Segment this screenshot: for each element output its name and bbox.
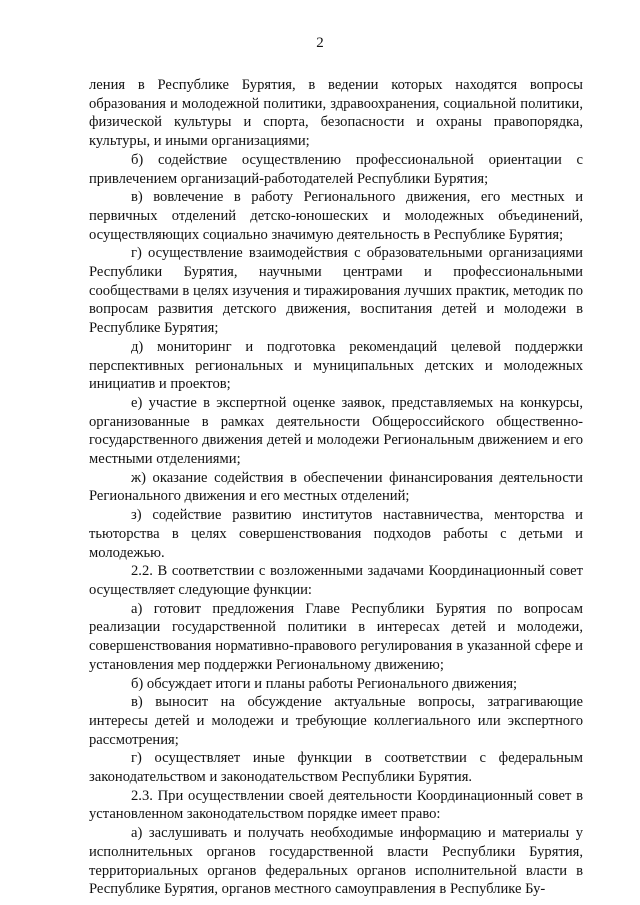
paragraph-continuation: ления в Республике Бурятия, в ведении которых находятся вопросы образования и молодежной политики, здравоохранения, социальной политики, физической культуры и спорта, безопасности и охраны правопорядка, культуры, и иными организациями; <box>89 77 583 150</box>
paragraph-item-zh: ж) оказание содействия в обеспечении финансирования деятельности Регионального движения и его местных отделений; <box>89 469 583 505</box>
paragraph-item-b: б) содействие осуществлению профессиональной ориентации с привлечением организаций-работодателей Республики Бурятия; <box>89 151 583 187</box>
paragraph-section-2-2: 2.2. В соответствии с возложенными задачами Координационный совет осуществляет следующие функции: <box>89 563 583 598</box>
paragraph-function-v: в) выносит на обсуждение актуальные вопросы, затрагивающие интересы детей и молодежи и требующие коллегиального или экспертного рассмотрения; <box>89 694 583 748</box>
paragraph-function-a: а) готовит предложения Главе Республики Бурятия по вопросам реализации государственной политики в интересах детей и молодежи, совершенствования нормативно-правового регулирования в указанной сфере и установления мер поддержки Региональному движению; <box>89 600 583 673</box>
paragraph-item-z: з) содействие развитию институтов наставничества, менторства и тьюторства в целях совершенствования подходов работы с детьми и молодежью. <box>89 507 583 561</box>
paragraph-right-a: а) заслушивать и получать необходимые информацию и материалы у исполнительных органов государственной власти Республики Бурятия, территориальных органов федеральных органов исполнительной власти в Республике Бурятия, органов местного самоуправления в Республике Бу- <box>89 825 583 898</box>
paragraph-function-b: б) обсуждает итоги и планы работы Регионального движения; <box>131 675 518 692</box>
paragraph-function-g: г) осуществляет иные функции в соответствии с федеральным законодательством и законодательством Республики Бурятия. <box>89 750 583 786</box>
paragraph-section-2-3: 2.3. При осуществлении своей деятельности Координационный совет в установленном законодательством порядке имеет право: <box>89 787 583 823</box>
paragraph-item-e: е) участие в экспертной оценке заявок, представляемых на конкурсы, организованные в рамках деятельности Общероссийского общественно-государственного движения детей и молодежи Региональным движением и его местными отделениями; <box>89 394 583 468</box>
paragraph-item-v: в) вовлечение в работу Регионального движения, его местных и первичных отделений детско-юношеских и молодежных объединений, осуществляющих социально значимую деятельность в Республике Бурятия; <box>89 189 583 243</box>
paragraph-item-g: г) осуществление взаимодействия с образовательными организациями Республики Бурятия, научными центрами и профессиональными сообществами в целях изучения и тиражирования лучших практик, методик по вопросам развития детского движения, воспитания детей и молодежи в Республике Бурятия; <box>89 245 583 337</box>
paragraph-item-d: д) мониторинг и подготовка рекомендаций целевой поддержки перспективных региональных и муниципальных детских и молодежных инициатив и проектов; <box>89 338 583 393</box>
page-number: 2 <box>316 35 324 51</box>
document-body <box>89 76 583 899</box>
